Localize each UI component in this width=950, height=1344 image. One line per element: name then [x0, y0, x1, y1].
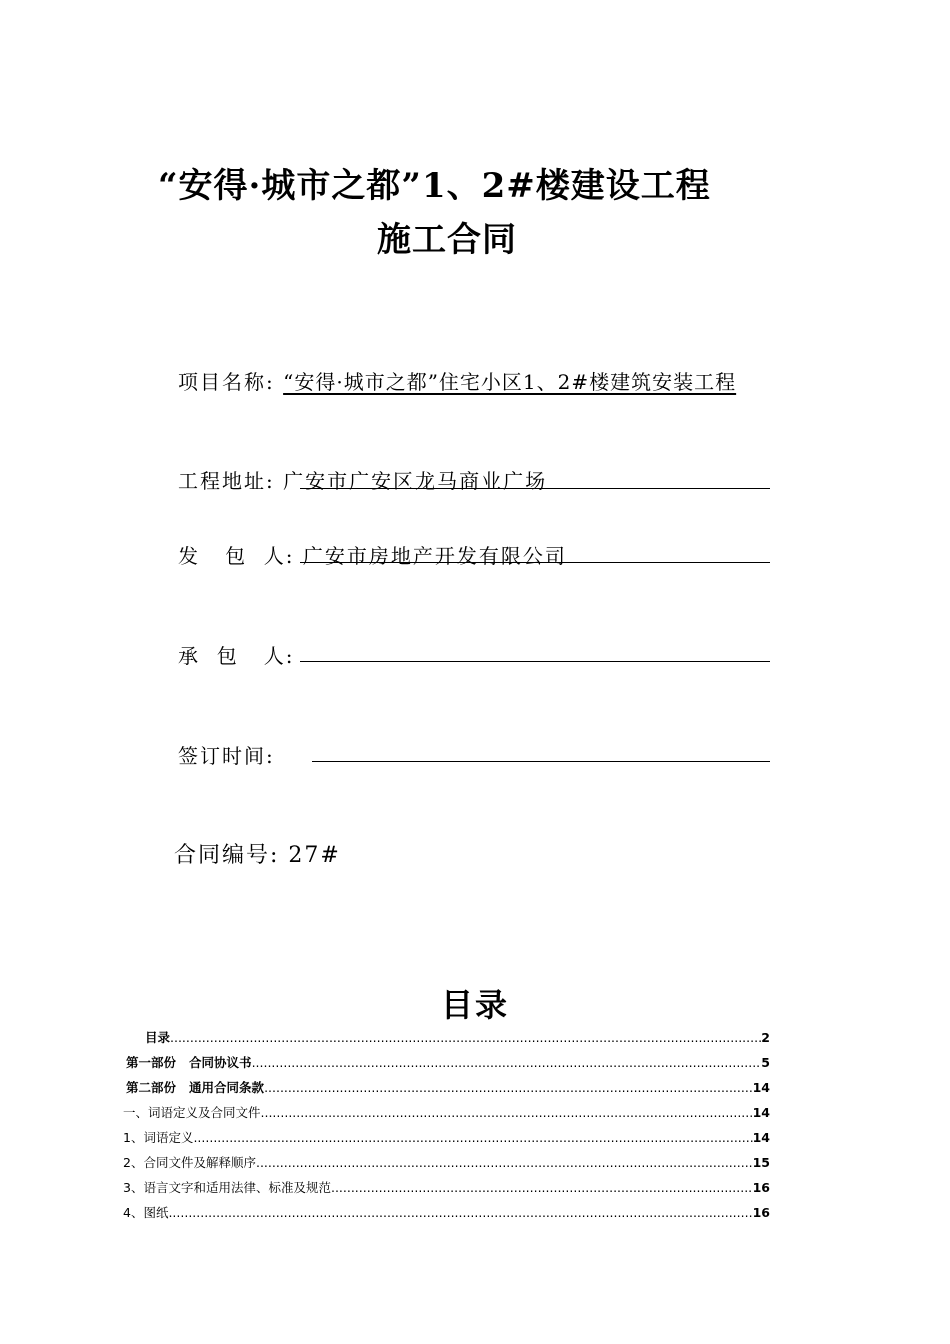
sign-date-label: 签订时间:	[178, 744, 275, 768]
toc-entry-page: 14	[752, 1130, 770, 1145]
toc-entry-page: 15	[752, 1155, 770, 1170]
address-label: 工程地址:	[178, 469, 275, 493]
contractor-label: 承 包 人:	[178, 644, 295, 668]
toc-entry-page: 2	[761, 1030, 770, 1045]
toc-entry-text: 3、语言文字和适用法律、标准及规范	[123, 1180, 331, 1195]
toc-entry[interactable]	[123, 1103, 770, 1121]
toc-leader	[256, 1155, 753, 1170]
employer-value: 广安市房地产开发有限公司	[302, 544, 567, 568]
toc-entry-text: 1、词语定义	[123, 1130, 194, 1145]
toc-entry[interactable]	[123, 1203, 770, 1221]
toc-entry[interactable]	[123, 1178, 770, 1196]
employer-field	[178, 540, 567, 569]
project-name-value: “安得·城市之都”住宅小区1、2#楼建筑安装工程	[283, 370, 737, 394]
sign-date-underline	[312, 761, 770, 762]
project-name-field	[178, 366, 736, 395]
document-title-line1: “安得·城市之都”1、2#楼建设工程	[158, 166, 711, 206]
contractor-underline	[300, 661, 770, 662]
toc-entry-text: 一、词语定义及合同文件	[123, 1105, 261, 1120]
toc-leader	[252, 1055, 762, 1070]
toc-leader	[168, 1205, 752, 1220]
toc-entry-page: 5	[761, 1055, 770, 1070]
address-field	[178, 465, 547, 494]
toc-entry[interactable]	[123, 1153, 770, 1171]
employer-label: 发 包 人:	[178, 544, 295, 568]
document-title-line2: 施工合同	[377, 220, 517, 260]
contract-number-value: 27#	[288, 843, 341, 868]
toc-leader	[193, 1130, 752, 1145]
contractor-field	[178, 640, 303, 669]
address-value: 广安市广安区龙马商业广场	[283, 469, 548, 493]
toc-leader	[264, 1080, 753, 1095]
contract-number-label: 合同编号:	[174, 843, 280, 868]
toc-entry[interactable]	[126, 1053, 770, 1071]
toc-entry-page: 16	[752, 1205, 770, 1220]
toc-entry-text: 第一部份 合同协议书	[126, 1055, 252, 1070]
employer-underline	[300, 562, 770, 563]
toc-title: 目录	[440, 986, 509, 1024]
contract-number	[174, 838, 341, 869]
project-name-label: 项目名称:	[178, 370, 275, 394]
toc-entry-page: 14	[752, 1080, 770, 1095]
toc-entry-page: 16	[752, 1180, 770, 1195]
toc-entry[interactable]	[145, 1028, 770, 1046]
toc-entry-text: 第二部份 通用合同条款	[126, 1080, 265, 1095]
toc-leader	[331, 1180, 753, 1195]
toc-leader	[261, 1105, 753, 1120]
toc-entry-text: 2、合同文件及解释顺序	[123, 1155, 256, 1170]
toc-leader	[170, 1030, 761, 1045]
toc-entry-page: 14	[752, 1105, 770, 1120]
address-underline	[300, 488, 770, 489]
toc-entry[interactable]	[123, 1128, 770, 1146]
toc-entry[interactable]	[126, 1078, 770, 1096]
toc-entry-text: 目录	[145, 1030, 171, 1045]
toc-entry-text: 4、图纸	[123, 1205, 169, 1220]
sign-date-field	[178, 740, 283, 769]
